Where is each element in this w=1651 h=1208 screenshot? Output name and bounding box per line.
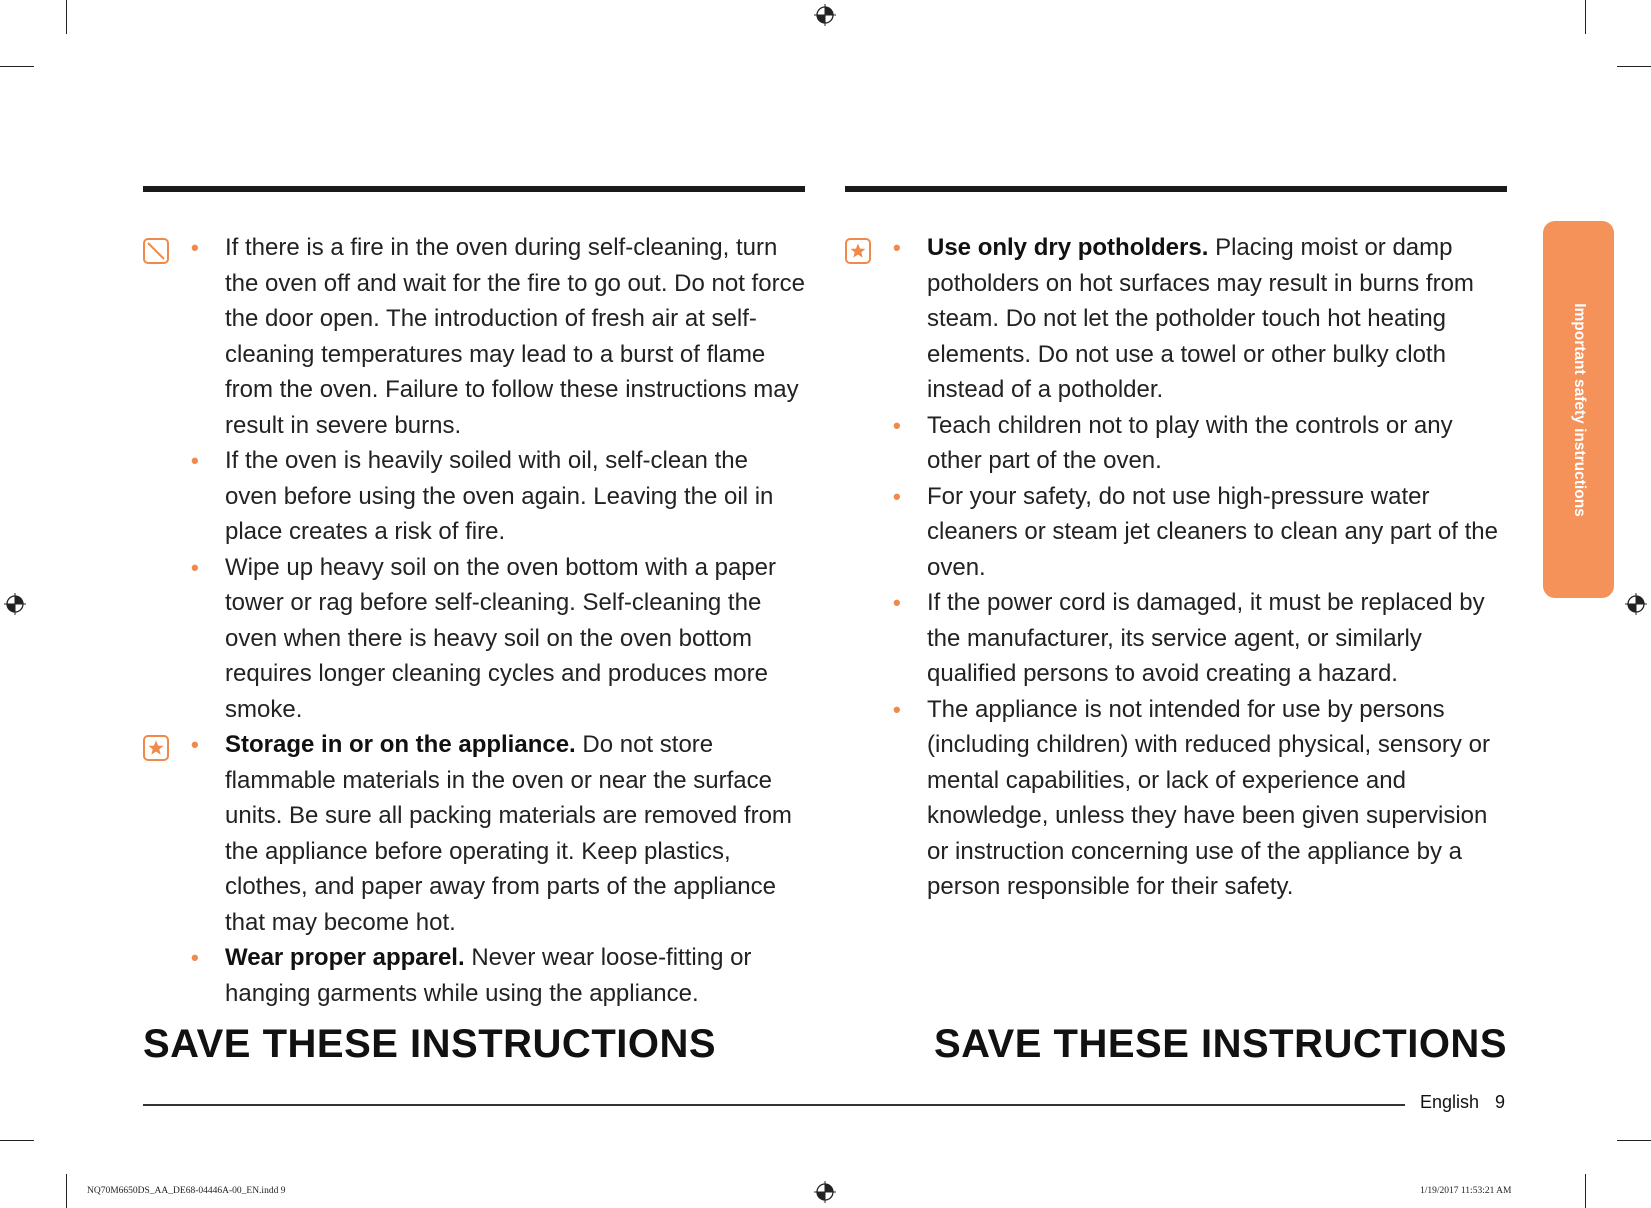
crop-mark [1617, 66, 1651, 67]
item-text: Do not store flammable materials in the oven or near the surface units. Be sure all packing materials are removed from the appliance before operating it. Keep plastics, clothes, and paper away from parts of the appliance that may become hot. [225, 731, 792, 936]
right-column-rule [845, 186, 1507, 192]
crop-mark [1585, 1174, 1586, 1208]
item-text: The appliance is not intended for use by persons (including children) with reduced physical, sensory or mental capabilities, or lack of experience and knowledge, unless they have been given supervision or instruction concerning use of the appliance by a person responsible for their safety. [927, 695, 1490, 900]
registration-mark-icon [814, 1181, 836, 1203]
crop-mark [66, 0, 67, 34]
save-instructions-heading: SAVE THESE INSTRUCTIONS [143, 1022, 717, 1066]
list-item [845, 230, 1507, 408]
crop-mark [1617, 1140, 1651, 1141]
crop-mark [1585, 0, 1586, 34]
left-column [143, 230, 805, 1011]
list-item [143, 940, 805, 1011]
no-sign-icon [143, 238, 169, 264]
list-item [143, 550, 805, 728]
footer-rule [143, 1104, 1405, 1106]
list-item [845, 408, 1507, 479]
star-icon [845, 238, 871, 264]
list-item [845, 479, 1507, 586]
item-text: Never wear loose-fitting or hanging garments while using the appliance. [225, 944, 752, 1007]
registration-mark-icon [1625, 593, 1647, 615]
item-text: If the oven is heavily soiled with oil, self-clean the oven before using the oven again. Leaving the oil in place creates a risk of fire. [225, 447, 774, 545]
list-item [143, 727, 805, 940]
bullet-icon: • [191, 448, 199, 473]
bullet-icon: • [191, 554, 199, 580]
item-text: Placing moist or damp potholders on hot surfaces may result in burns from steam. Do not let the potholder touch hot heating elements. Do not use a towel or other bulky cloth instead of a potholder. [927, 234, 1474, 403]
item-text: Wipe up heavy soil on the oven bottom with a paper tower or rag before self-cleaning. Self-cleaning the oven when there is heavy soil on the oven bottom requires longer cleaning cycles and produces more smoke. [225, 553, 776, 723]
list-item [845, 585, 1507, 692]
list-item [845, 692, 1507, 905]
crop-mark [0, 66, 34, 67]
list-item [143, 443, 805, 550]
side-tab-label-wrap [1544, 221, 1614, 598]
item-text: If there is a fire in the oven during self-cleaning, turn the oven off and wait for the fire to go out. Do not force the door open. The introduction of fresh air at self-cleaning temperatures may lead to a burst of flame from the oven. Failure to follow these instructions may result in severe burns. [225, 234, 805, 439]
bullet-icon: • [893, 483, 901, 509]
bullet-icon: • [191, 945, 199, 970]
registration-mark-icon [814, 4, 836, 26]
registration-mark-icon [4, 593, 26, 615]
bullet-icon: • [893, 412, 901, 438]
item-text: For your safety, do not use high-pressure water cleaners or steam jet cleaners to clean any part of the oven. [927, 482, 1498, 581]
footer-language: English [1420, 1092, 1480, 1112]
crop-mark [0, 1140, 34, 1141]
bullet-icon: • [893, 235, 901, 260]
star-icon [143, 735, 169, 761]
bullet-icon: • [893, 590, 901, 615]
item-lead: Wear proper apparel. [225, 944, 465, 971]
list-item [143, 230, 805, 443]
crop-mark [66, 1174, 67, 1208]
bullet-icon: • [191, 732, 199, 757]
right-column [845, 230, 1507, 905]
bullet-icon: • [191, 235, 199, 260]
item-lead: Use only dry potholders. [927, 234, 1209, 261]
side-tab-label: Important safety instructions [1571, 302, 1588, 517]
save-instructions-heading: SAVE THESE INSTRUCTIONS [933, 1022, 1507, 1066]
left-column-rule [143, 186, 805, 192]
print-slug-file: NQ70M6650DS_AA_DE68-04446A-00_EN.indd 9 [87, 1186, 286, 1196]
page-number: 9 [1495, 1092, 1506, 1112]
print-slug-timestamp: 1/19/2017 11:53:21 AM [1420, 1186, 1512, 1196]
item-text: Teach children not to play with the controls or any other part of the oven. [927, 411, 1453, 474]
item-lead: Storage in or on the appliance. [225, 731, 576, 758]
bullet-icon: • [893, 696, 901, 722]
item-text: If the power cord is damaged, it must be replaced by the manufacturer, its service agent, or similarly qualified persons to avoid creating a hazard. [927, 589, 1485, 687]
